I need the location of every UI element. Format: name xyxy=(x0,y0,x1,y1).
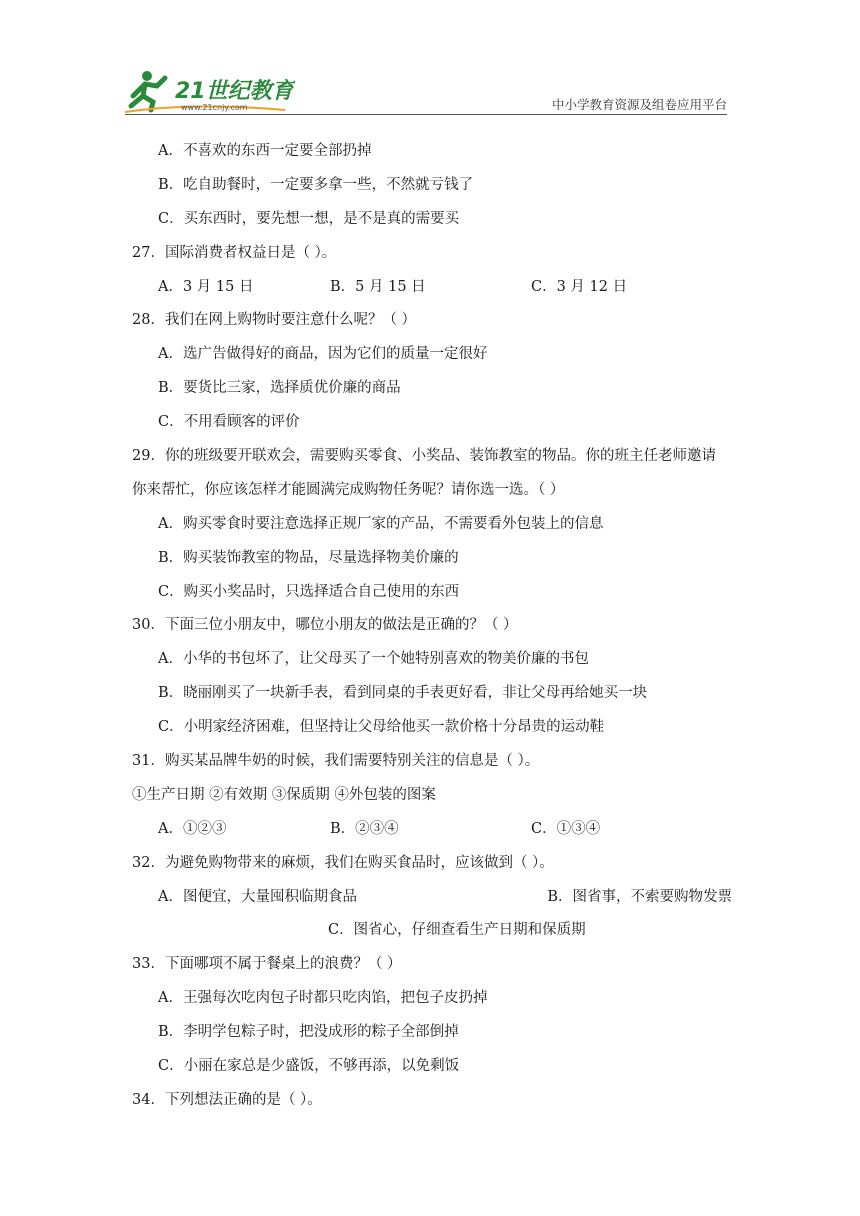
option-text: A．3 月 15 日 xyxy=(158,278,254,295)
option-text: C．图省心，仔细查看生产日期和保质期 xyxy=(328,922,586,939)
option-text: B．李明学包粽子时，把没成形的粽子全部倒掉 xyxy=(158,1024,459,1041)
option-text: B．吃自助餐时，一定要多拿一些，不然就亏钱了 xyxy=(158,176,474,193)
options-row xyxy=(132,276,732,310)
option-text: C．购买小奖品时，只选择适合自己使用的东西 xyxy=(158,583,460,600)
option-text: C．买东西时，要先想一想，是不是真的需要买 xyxy=(158,210,460,227)
option-text: C．3 月 12 日 xyxy=(531,278,628,295)
option-text: B．②③④ xyxy=(330,820,399,837)
option-text: B．5 月 15 日 xyxy=(330,278,426,295)
option-text: A．小华的书包坏了，让父母买了一个她特别喜欢的物美价廉的书包 xyxy=(158,651,589,668)
option-text: A．王强每次吃肉包子时都只吃肉馅，把包子皮扔掉 xyxy=(158,990,488,1007)
option-text: C．①③④ xyxy=(531,820,601,837)
question-27: 27．国际消费者权益日是（ ）。 xyxy=(132,244,337,261)
question-34: 34．下列想法正确的是（ ）。 xyxy=(132,1091,322,1108)
header-divider xyxy=(125,114,727,115)
option-text: C．小明家经济困难，但坚持让父母给他买一款价格十分昂贵的运动鞋 xyxy=(158,719,605,736)
option-text: B．要货比三家，选择质优价廉的商品 xyxy=(158,380,401,397)
question-29-cont: 你来帮忙，你应该怎样才能圆满完成购物任务呢？请你选一选。（ ） xyxy=(132,481,565,498)
logo-21cnjy xyxy=(125,66,295,114)
question-list xyxy=(132,140,732,1123)
option-text: C．小丽在家总是少盛饭，不够再添，以免剩饭 xyxy=(158,1058,460,1075)
options-row xyxy=(132,886,732,920)
question-32: 32．为避免购物带来的麻烦，我们在购买食品时，应该做到（ ）。 xyxy=(132,854,554,871)
svg-text:21世纪教育: 21世纪教育 xyxy=(175,79,294,104)
option-text: A．图便宜，大量囤积临期食品 xyxy=(158,888,357,905)
option-text: A．选广告做得好的商品，因为它们的质量一定很好 xyxy=(158,346,488,363)
question-29: 29．你的班级要开联欢会，需要购买零食、小奖品、装饰教室的物品。你的班主任老师邀请 xyxy=(132,448,716,465)
option-text: B．购买装饰教室的物品，尽量选择物美价廉的 xyxy=(158,549,459,566)
question-33: 33．下面哪项不属于餐桌上的浪费？（ ） xyxy=(132,956,402,973)
platform-name: 中小学教育资源及组卷应用平台 xyxy=(551,97,727,112)
option-text: C．不用看顾客的评价 xyxy=(158,414,300,431)
option-text: A．①②③ xyxy=(158,820,227,837)
svg-text:www.21cnjy.com: www.21cnjy.com xyxy=(181,103,248,112)
question-31-items: ①生产日期 ②有效期 ③保质期 ④外包装的图案 xyxy=(132,786,436,803)
option-text: B．图省事，不索要购物发票 xyxy=(547,888,732,905)
option-text: A．不喜欢的东西一定要全部扔掉 xyxy=(158,143,372,159)
options-row xyxy=(132,818,732,852)
question-30: 30．下面三位小朋友中，哪位小朋友的做法是正确的？（ ） xyxy=(132,617,518,634)
option-text: B．晓丽刚买了一块新手表，看到同桌的手表更好看，非让父母再给她买一块 xyxy=(158,685,648,702)
option-text: A．购买零食时要注意选择正规厂家的产品，不需要看外包装上的信息 xyxy=(158,515,604,532)
question-28: 28．我们在网上购物时要注意什么呢？（ ） xyxy=(132,312,417,329)
question-31: 31．购买某品牌牛奶的时候，我们需要特别关注的信息是（ ）。 xyxy=(132,753,540,770)
page-header xyxy=(125,66,727,116)
